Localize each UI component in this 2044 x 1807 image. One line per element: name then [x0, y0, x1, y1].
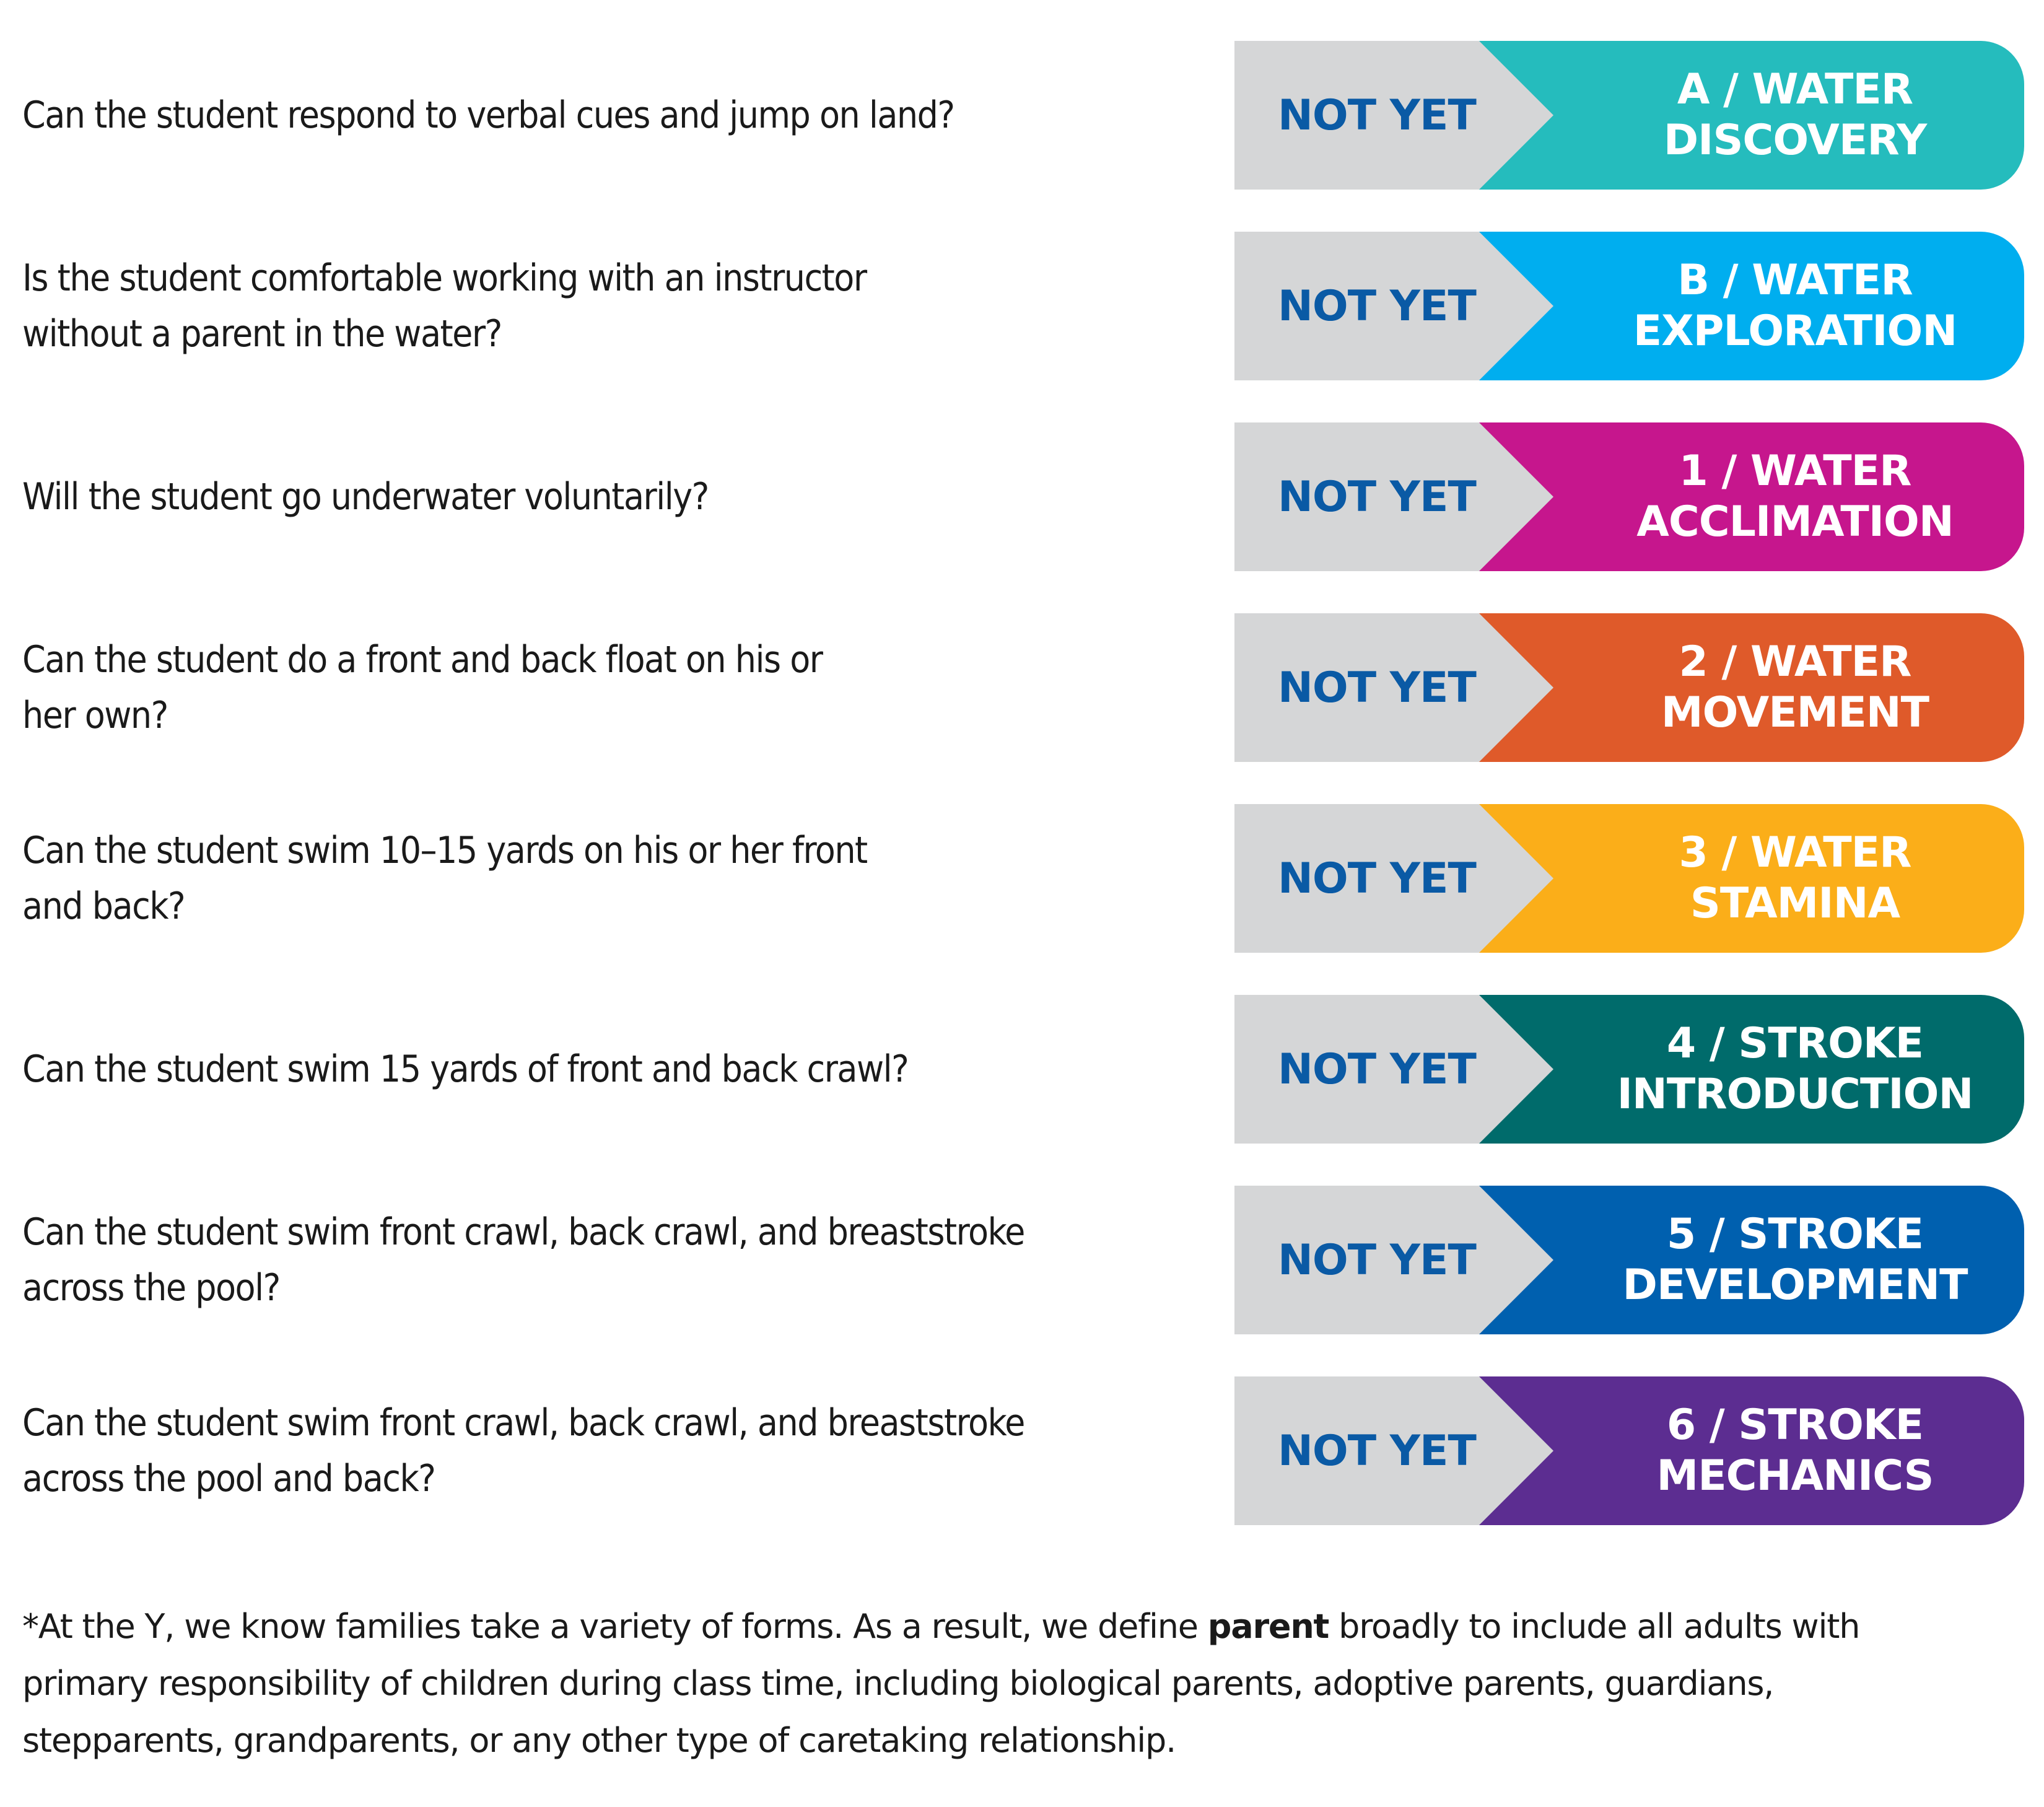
arrow-notch-icon	[1479, 995, 1553, 1144]
level-label: 3 / WATER STAMINA	[1679, 828, 1911, 928]
level-label: B / WATER EXPLORATION	[1633, 256, 1957, 356]
footnote-text-end: broadly to include all adults with primary responsibility of children during class time, including biological parents, adoptive parents, guardians, stepparents, grandparents, or any other type of caretaking relationship.	[22, 1607, 1860, 1760]
question-text: Can the student swim front crawl, back crawl, and breaststroke across the pool?	[22, 1210, 1024, 1310]
assessment-row-5	[0, 1186, 2044, 1334]
footnote-text-start: *At the Y, we know families take a variety of forms. As a result, we define	[22, 1607, 1208, 1646]
arrow-notch-icon	[1479, 232, 1553, 380]
level-label: 2 / WATER MOVEMENT	[1661, 637, 1929, 737]
assessment-row-1	[0, 422, 2044, 571]
not-yet-label: NOT YET	[1278, 472, 1476, 522]
level-2-water-movement-button[interactable]	[1479, 613, 2024, 762]
arrow-notch-icon	[1479, 613, 1553, 762]
not-yet-label: NOT YET	[1278, 1235, 1476, 1285]
level-6-stroke-mechanics-button[interactable]	[1479, 1376, 2024, 1525]
not-yet-label: NOT YET	[1278, 1426, 1476, 1476]
question-text: Can the student swim 15 yards of front and back crawl?	[22, 1048, 909, 1091]
question-text: Can the student respond to verbal cues and jump on land?	[22, 94, 954, 137]
level-label: 4 / STROKE INTRODUCTION	[1617, 1019, 1973, 1119]
question-text: Is the student comfortable working with an instructor without a parent in the water?	[22, 256, 867, 356]
assessment-row-4	[0, 995, 2044, 1144]
level-3-water-stamina-button[interactable]	[1479, 804, 2024, 953]
question-text: Can the student swim front crawl, back crawl, and breaststroke across the pool and back?	[22, 1401, 1024, 1500]
not-yet-label: NOT YET	[1278, 854, 1476, 903]
question-text: Will the student go underwater voluntarily?	[22, 475, 709, 518]
assessment-row-a	[0, 41, 2044, 190]
not-yet-label: NOT YET	[1278, 1044, 1476, 1094]
level-5-stroke-development-button[interactable]	[1479, 1186, 2024, 1334]
arrow-notch-icon	[1479, 1376, 1553, 1525]
arrow-notch-icon	[1479, 804, 1553, 953]
not-yet-label: NOT YET	[1278, 663, 1476, 712]
parent-definition-footnote	[22, 1598, 1973, 1769]
level-label: 1 / WATER ACCLIMATION	[1636, 447, 1954, 546]
level-a-water-discovery-button[interactable]	[1479, 41, 2024, 190]
assessment-row-6	[0, 1376, 2044, 1525]
question-text: Can the student do a front and back float on his or her own?	[22, 638, 823, 737]
arrow-notch-icon	[1479, 41, 1553, 190]
arrow-notch-icon	[1479, 1186, 1553, 1334]
not-yet-label: NOT YET	[1278, 90, 1476, 140]
arrow-notch-icon	[1479, 422, 1553, 571]
level-label: 6 / STROKE MECHANICS	[1656, 1401, 1934, 1500]
level-4-stroke-introduction-button[interactable]	[1479, 995, 2024, 1144]
level-b-water-exploration-button[interactable]	[1479, 232, 2024, 380]
footnote-bold-term: parent	[1207, 1607, 1329, 1646]
question-text: Can the student swim 10–15 yards on his or her front and back?	[22, 829, 867, 928]
level-label: 5 / STROKE DEVELOPMENT	[1622, 1210, 1968, 1310]
assessment-row-3	[0, 804, 2044, 953]
assessment-row-b	[0, 232, 2044, 380]
assessment-row-2	[0, 613, 2044, 762]
not-yet-label: NOT YET	[1278, 281, 1476, 331]
level-label: A / WATER DISCOVERY	[1663, 65, 1927, 165]
level-1-water-acclimation-button[interactable]	[1479, 422, 2024, 571]
